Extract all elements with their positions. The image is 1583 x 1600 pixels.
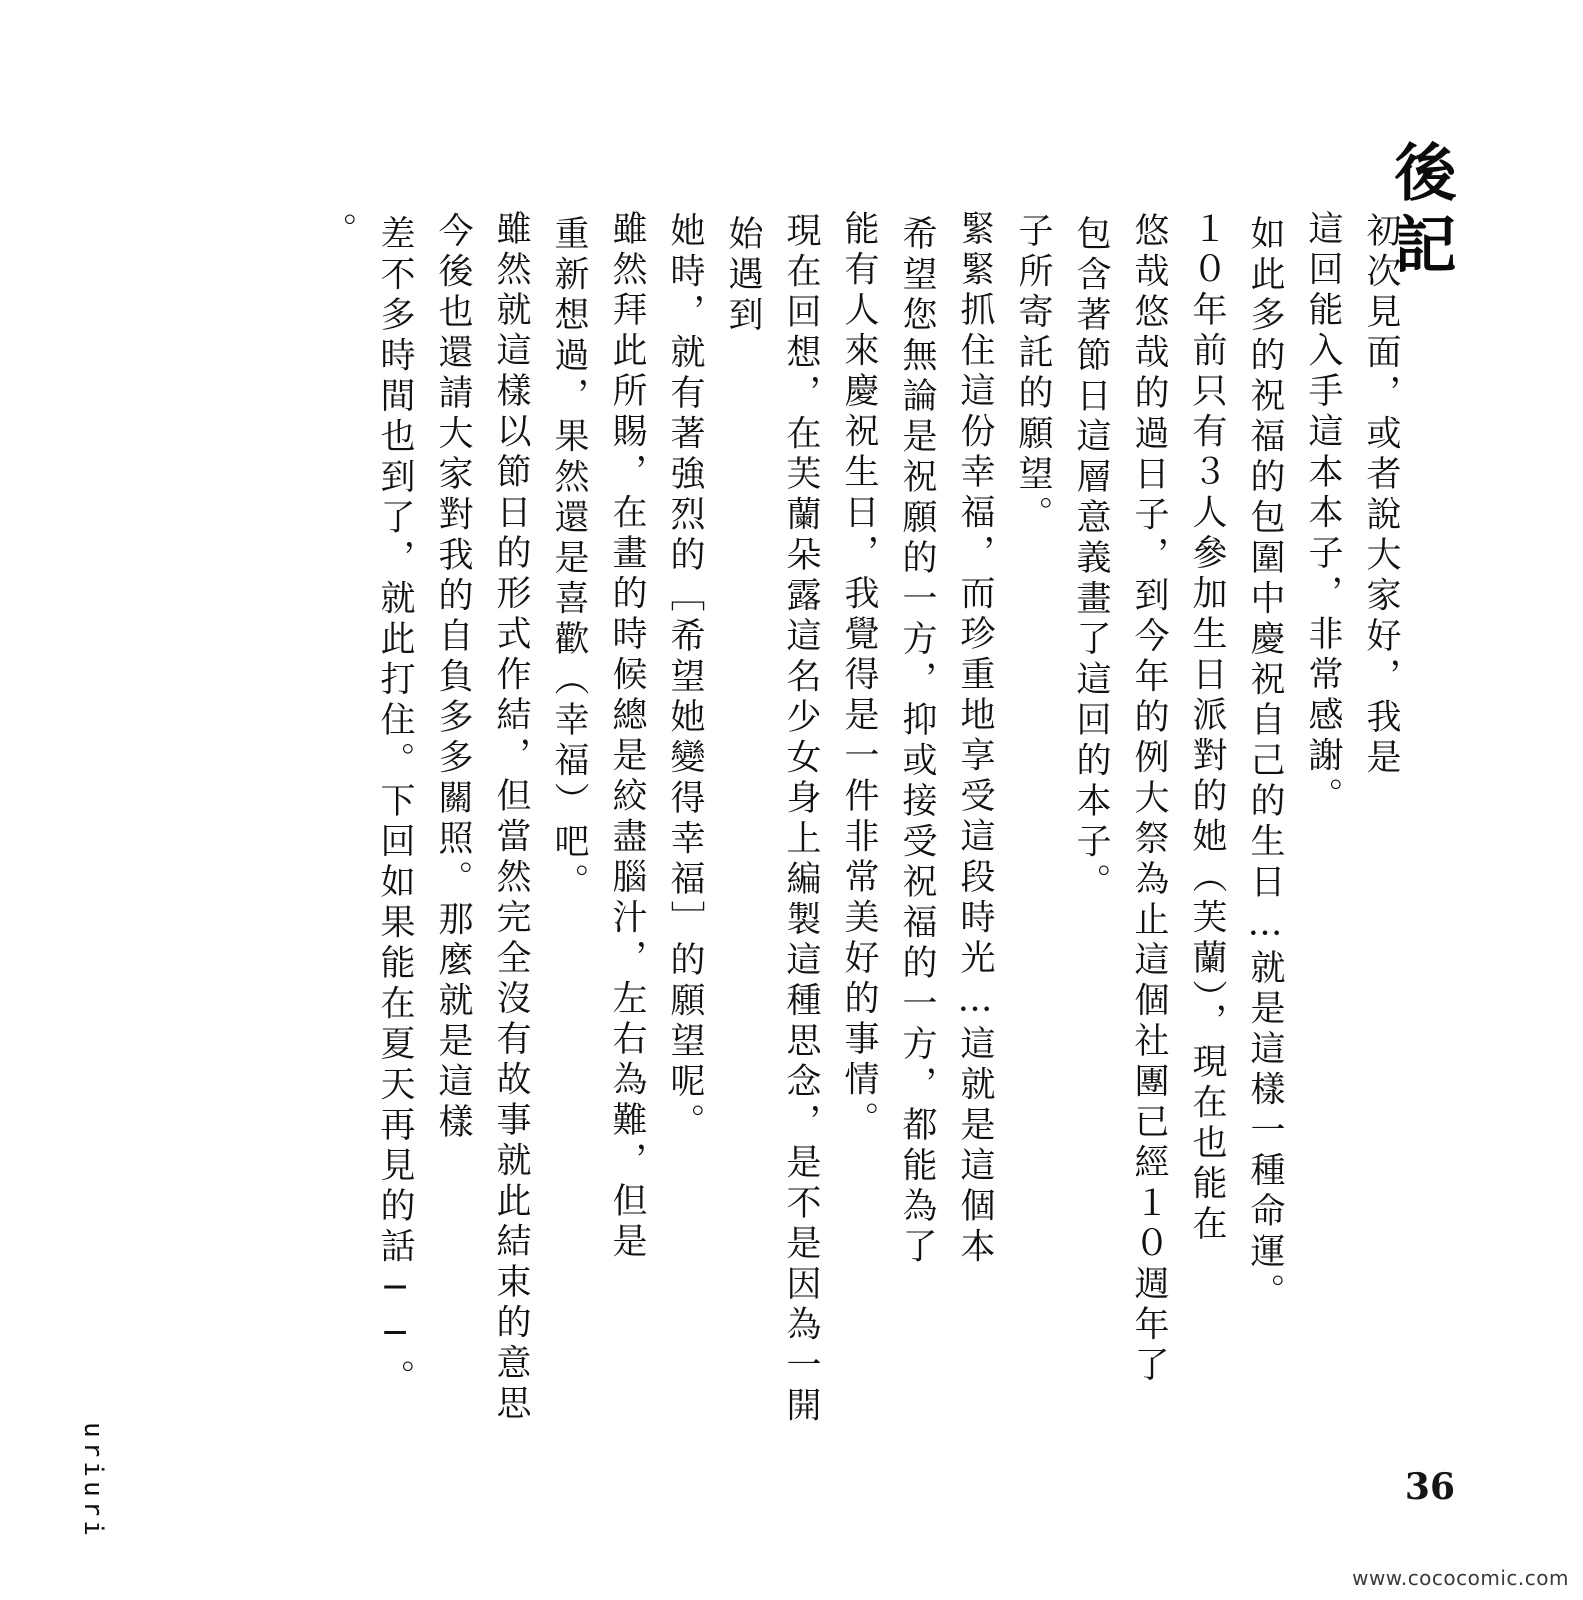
text-column: 希望您無論是祝願的一方，抑或接受祝福的一方，都能為了 [897, 215, 937, 1268]
text-column: 始遇到 [723, 215, 763, 337]
text-column: 如此多的祝福的包圍中慶祝自己的生日…就是這樣一種命運。 [1245, 215, 1285, 1314]
text-column: 雖然拜此所賜，在畫的時候總是絞盡腦汁，左右為難，但是 [607, 210, 647, 1263]
site-watermark: www.cococomic.com [1352, 1566, 1569, 1590]
text-column: 現在回想，在芙蘭朵露這名少女身上編製這種思念，是不是因為一開 [781, 212, 821, 1427]
text-column: 緊緊抓住這份幸福，而珍重地享受這段時光…這就是這個本 [955, 210, 995, 1268]
text-column: 重新想過，果然還是喜歡（幸福）吧。 [549, 215, 589, 904]
text-column: 這回能入手這本本子，非常感謝。 [1303, 210, 1343, 818]
page-title: 後記 [1384, 140, 1457, 284]
text-column: 她時，就有著強烈的［希望她變得幸福］的願望呢。 [665, 212, 705, 1144]
text-column: 悠哉悠哉的過日子，到今年的例大祭為止這個社團已經１０週年了 [1129, 212, 1169, 1387]
page-number: 36 [1404, 1466, 1455, 1508]
text-column: 子所寄託的願望。 [1013, 212, 1053, 536]
text-column: 雖然就這樣以節日的形式作結，但當然完全沒有故事就此結束的意思 [491, 210, 531, 1425]
text-column: 能有人來慶祝生日，我覺得是一件非常美好的事情。 [839, 210, 879, 1142]
text-column: 。 [317, 212, 357, 253]
text-column: 初次見面，或者說大家好，我是 [1361, 212, 1401, 779]
text-column: 今後也還請大家對我的自負多多關照。那麼就是這樣 [433, 212, 473, 1144]
text-column: １０年前只有３人參加生日派對的她（芙蘭），現在也能在 [1187, 210, 1227, 1246]
text-column: 差不多時間也到了，就此打住。下回如果能在夏天再見的話──。 [375, 215, 415, 1400]
author-signature: uriuri [78, 1422, 108, 1540]
afterword-body [178, 210, 1401, 1460]
text-column: 包含著節日這層意義畫了這回的本子。 [1071, 215, 1111, 904]
